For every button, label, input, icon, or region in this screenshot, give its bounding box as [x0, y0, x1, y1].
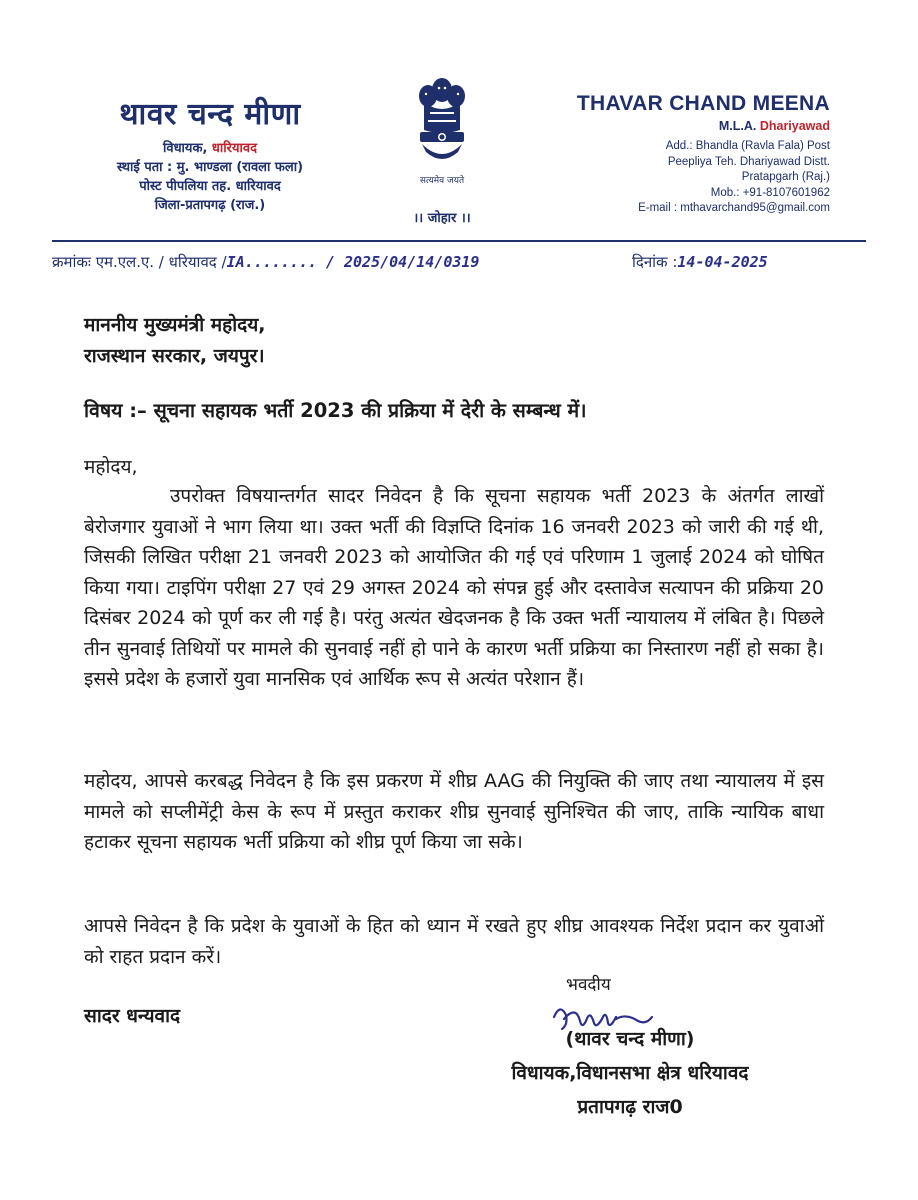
lion-capital-icon: [412, 72, 472, 172]
paragraph-1-text: उपरोक्त विषयान्तर्गत सादर निवेदन है कि सूचना सहायक भर्ती 2023 के अंतर्गत लाखों बेरोजगार युवाओं ने भाग लिया था। उक्त भर्ती की विज्ञप्ति दिनांक 16 जनवरी 2023 को जारी की गई थी, जिसकी लिखित परीक्षा 21 जनवरी 2023 को आयोजित की गई एवं परिणाम 1 जुलाई 2024 को घोषित किया गया। टाइपिंग परीक्षा 27 एवं 29 अगस्त 2024 को संपन्न हुई और दस्तावेज सत्यापन की प्रक्रिया 20 दिसंबर 2024 को पूर्ण कर ली गई है। परंतु अत्यंत खेदजनक है कि उक्त भर्ती न्यायालय में लंबित है। पिछले तीन सुनवाई तिथियों पर मामले की सुनवाई नहीं हो पाने के कारण भर्ती प्रक्रिया का निस्तारण नहीं हो सका है। इससे प्रदेश के हजारों युवा मानसिक एवं आर्थिक रूप से अत्यंत परेशान हैं।: [84, 485, 824, 690]
subject-line: विषय :– सूचना सहायक भर्ती 2023 की प्रक्रिया में देरी के सम्बन्ध में।: [84, 399, 587, 422]
mobile-number: Mob.: +91-8107601962: [710, 186, 830, 199]
addressee: [84, 310, 824, 371]
email-address: E-mail : mthavarchand95@gmail.com: [638, 202, 830, 214]
date-label: दिनांक :: [632, 253, 678, 271]
letterhead-role-english: M.L.A. Dhariyawad: [718, 119, 830, 133]
emblem-motto: सत्यमेव जयते: [419, 176, 465, 186]
signature-block: [430, 1022, 830, 1124]
date-block: [632, 252, 768, 272]
letterhead-role-hindi: विधायक, धारियावद: [162, 141, 258, 156]
addressee-line-1: माननीय मुख्यमंत्री महोदय,: [84, 314, 266, 336]
letterhead-address-hindi-2: पोस्ट पीपलिया तह. धारियावद: [139, 179, 281, 194]
johar-greeting: ।। जोहार ।।: [413, 211, 471, 226]
letterhead-name-hindi: थावर चन्द मीणा: [119, 97, 301, 132]
signatory-name: (थावर चन्द मीणा): [565, 1028, 695, 1050]
reference-label: क्रमांकः एम.एल.ए. / धरियावद /: [52, 253, 227, 271]
addressee-line-2: राजस्थान सरकार, जयपुर।: [84, 344, 265, 367]
letterhead-name-english: THAVAR CHAND MEENA: [576, 92, 830, 115]
paragraph-2: महोदय, आपसे करबद्ध निवेदन है कि इस प्रकरण में शीघ्र AAG की नियुक्ति की जाए तथा न्यायालय में इस मामले को सप्लीमेंट्री केस के रूप में प्रस्तुत कराकर शीघ्र सुनवाई सुनिश्चित की जाए, ताकि न्यायिक बाधा हटाकर सूचना सहायक भर्ती प्रक्रिया को शीघ्र पूर्ण किया जा सके।: [84, 770, 824, 853]
paragraph-1: [84, 481, 824, 695]
address-line-2: Peepliya Teh. Dhariyawad Distt.: [667, 155, 830, 168]
date-handwritten: 14-04-2025: [677, 253, 768, 271]
letterhead-address-english: [530, 139, 830, 217]
signatory-designation: विधायक,विधानसभा क्षेत्र धरियावद: [511, 1062, 749, 1084]
national-emblem: [400, 72, 484, 186]
salutation: महोदय,: [84, 456, 138, 478]
closing-thanks: सादर धन्यवाद: [84, 1005, 181, 1027]
letterhead-address-hindi-3: जिला-प्रतापगढ़ (राज.): [154, 198, 266, 213]
letterhead-left: [80, 92, 340, 215]
reference-row: [52, 252, 812, 272]
yours-faithfully: भवदीय: [566, 975, 611, 995]
signatory-place: प्रतापगढ़ राज0: [577, 1096, 683, 1118]
letterhead-right: [530, 92, 830, 217]
letterhead-address-hindi-1: स्थाई पता : मु. भाण्डला (रावला फला): [116, 160, 304, 175]
reference-number-handwritten: IA........ / 2025/04/14/0319: [226, 253, 480, 271]
letterhead-divider: [52, 240, 866, 242]
address-line-3: Pratapgarh (Raj.): [741, 171, 830, 183]
paragraph-3: आपसे निवेदन है कि प्रदेश के युवाओं के हित को ध्यान में रखते हुए शीघ्र आवश्यक निर्देश प्रदान कर युवाओं को राहत प्रदान करें।: [84, 915, 824, 968]
address-line-1: Add.: Bhandla (Ravla Fala) Post: [665, 140, 830, 152]
